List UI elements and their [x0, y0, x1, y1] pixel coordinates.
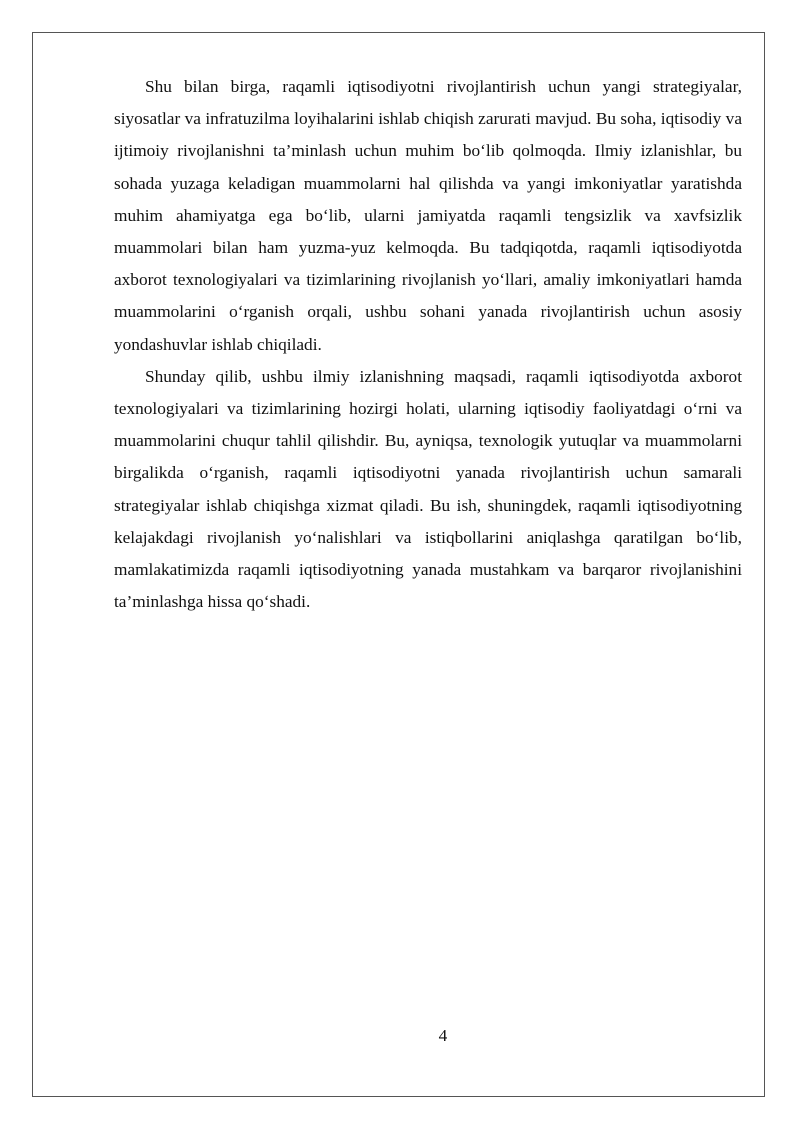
- paragraph-1: Shu bilan birga, raqamli iqtisodiyotni rivojlantirish uchun yangi strategiyalar, siyosatlar va infratuzilma loyihalarini ishlab chiqish zarurati mavjud. Bu soha, iqtisodiy va ijtimoiy rivojlanishni ta’minlash uchun muhim bo‘lib qolmoqda. Ilmiy izlanishlar, bu sohada yuzaga keladigan muammolarni hal qilishda va yangi imkoniyatlar yaratishda muhim ahamiyatga ega bo‘lib, ularni jamiyatda raqamli tengsizlik va xavfsizlik muammolari bilan ham yuzma-yuz kelmoqda. Bu tadqiqotda, raqamli iqtisodiyotda axborot texnologiyalari va tizimlarining rivojlanish yo‘llari, amaliy imkoniyatlari hamda muammolarini o‘rganish orqali, ushbu sohani yanada rivojlantirish uchun asosiy yondashuvlar ishlab chiqiladi.: [114, 77, 742, 354]
- paragraph-2: Shunday qilib, ushbu ilmiy izlanishning maqsadi, raqamli iqtisodiyotda axborot texnologiyalari va tizimlarining hozirgi holati, ularning iqtisodiy faoliyatdagi o‘rni va muammolarini chuqur tahlil qilishdir. Bu, ayniqsa, texnologik yutuqlar va muammolarni birgalikda o‘rganish, raqamli iqtisodiyotni yanada rivojlantirish uchun samarali strategiyalar ishlab chiqishga xizmat qiladi. Bu ish, shuningdek, raqamli iqtisodiyotning kelajakdagi rivojlanish yo‘nalishlari va istiqbollarini aniqlashga qaratilgan bo‘lib, mamlakatimizda raqamli iqtisodiyotning yanada mustahkam va barqaror rivojlanishini ta’minlashga hissa qo‘shadi.: [114, 366, 742, 612]
- body-text: [114, 71, 742, 618]
- page-number: 4: [438, 1026, 448, 1045]
